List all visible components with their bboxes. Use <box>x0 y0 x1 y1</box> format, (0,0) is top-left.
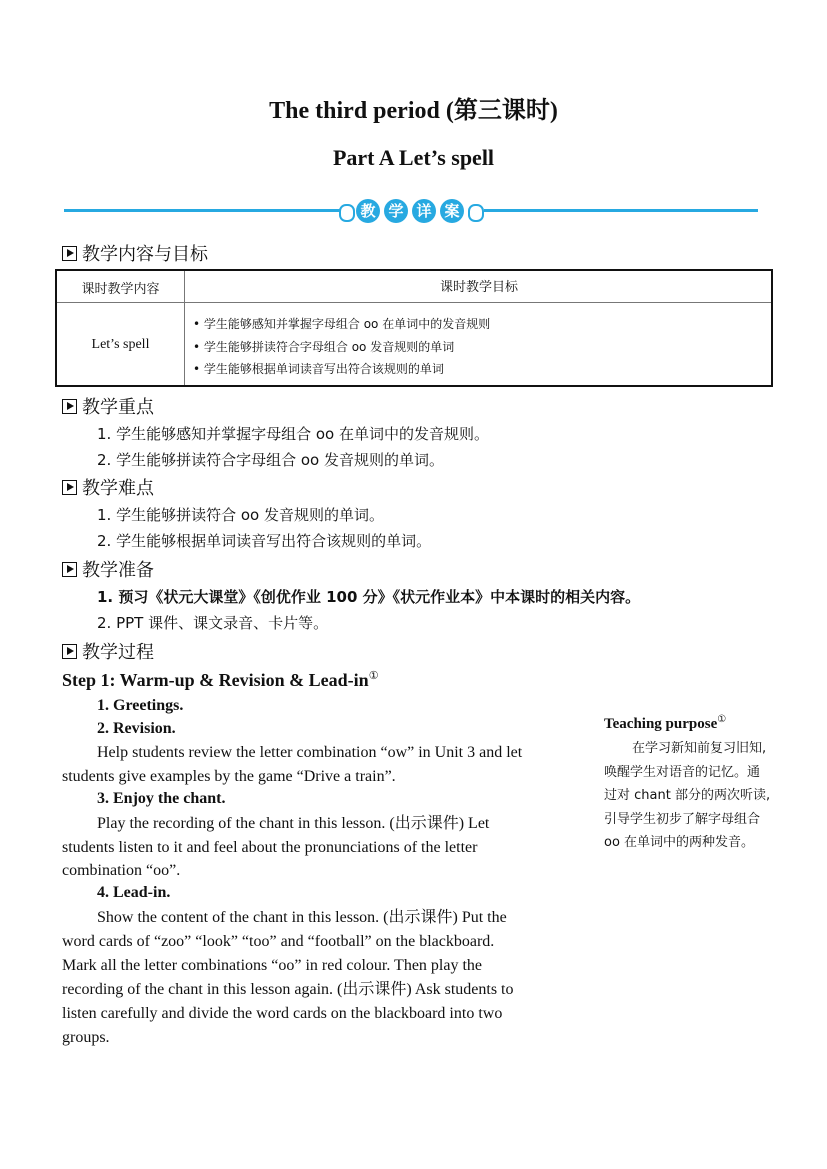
section-heading-label: 教学过程 <box>82 642 154 663</box>
step1-text: students listen to it and feel about the pronunciations of the letter <box>62 839 478 856</box>
step1-text: Help students review the letter combination “ow” in Unit 3 and let <box>97 744 523 761</box>
goal-table <box>55 269 773 387</box>
sidebar-line: 在学习新知前复习旧知, <box>632 741 767 756</box>
banner-cap-right <box>468 204 484 222</box>
section-heading-process <box>62 638 154 664</box>
key-point-item: 1. 学生能够感知并掌握字母组合 oo 在单词中的发音规则。 <box>97 425 489 443</box>
step1-text: combination “oo”. <box>62 862 181 879</box>
banner-char: 案 <box>440 199 464 223</box>
difficulty-item: 1. 学生能够拼读符合 oo 发音规则的单词。 <box>97 506 384 524</box>
banner-char: 学 <box>384 199 408 223</box>
section-heading-label: 教学准备 <box>82 560 154 581</box>
banner-line-left <box>64 209 342 212</box>
step1-text: Mark all the letter combinations “oo” in red colour. Then play the <box>62 957 483 974</box>
step1-item-revision: 2. Revision. <box>97 720 176 737</box>
page-title: The third period (第三课时) <box>269 98 558 124</box>
step1-text: word cards of “zoo” “look” “too” and “football” on the blackboard. <box>62 933 495 950</box>
step1-text: Play the recording of the chant in this lesson. (出示课件) Let <box>97 815 490 832</box>
banner-char: 教 <box>356 199 380 223</box>
sidebar-body <box>604 737 788 855</box>
play-triangle-icon <box>62 644 77 659</box>
step1-item-chant: 3. Enjoy the chant. <box>97 790 226 807</box>
step1-text: Show the content of the chant in this lesson. (出示课件) Put the <box>97 909 507 926</box>
difficulty-item: 2. 学生能够根据单词读音写出符合该规则的单词。 <box>97 532 432 550</box>
section-heading-label: 教学内容与目标 <box>82 244 208 265</box>
section-heading-content-goals <box>62 240 208 266</box>
sidebar-title <box>604 714 726 733</box>
footnote-mark: ① <box>368 670 379 682</box>
sidebar-line: 唤醒学生对语音的记忆。通 <box>604 764 761 780</box>
banner-lesson-plan <box>338 198 488 224</box>
goal-table-goals-cell <box>193 313 490 381</box>
preparation-item: 2. PPT 课件、课文录音、卡片等。 <box>97 614 329 632</box>
goal-table-header-content: 课时教学内容 <box>81 282 160 297</box>
step1-text: listen carefully and divide the word cards on the blackboard into two <box>62 1005 503 1022</box>
step1-item-greetings: 1. Greetings. <box>97 697 184 714</box>
goal-item: • 学生能够感知并掌握字母组合 oo 在单词中的发音规则 <box>193 317 491 331</box>
key-point-item: 2. 学生能够拼读符合字母组合 oo 发音规则的单词。 <box>97 451 444 469</box>
section-heading-preparation <box>62 556 154 582</box>
step1-title-text: Step 1: Warm-up & Revision & Lead-in <box>62 670 369 690</box>
goal-item: • 学生能够拼读符合字母组合 oo 发音规则的单词 <box>193 339 455 354</box>
sidebar-line: 过对 chant 部分的两次听读, <box>604 788 771 803</box>
section-heading-difficulties <box>62 474 154 500</box>
step1-text: students give examples by the game “Drive a train”. <box>62 768 396 785</box>
section-heading-label: 教学难点 <box>82 478 154 499</box>
goal-table-header-goals: 课时教学目标 <box>439 280 518 295</box>
play-triangle-icon <box>62 562 77 577</box>
banner-cap-left <box>339 204 355 222</box>
step1-title <box>62 669 379 691</box>
section-heading-label: 教学重点 <box>82 397 154 418</box>
step1-text: groups. <box>62 1029 110 1046</box>
banner-char: 详 <box>412 199 436 223</box>
footnote-mark: ① <box>717 714 727 725</box>
sidebar-line: 引导学生初步了解字母组合 <box>604 811 761 827</box>
step1-text: recording of the chant in this lesson again. (出示课件) Ask students to <box>62 981 514 998</box>
sidebar-title-text: Teaching purpose <box>604 716 718 732</box>
sidebar-line: oo 在单词中的两种发音。 <box>604 835 755 850</box>
goal-table-content-cell: Let’s spell <box>91 337 150 352</box>
step1-item-leadin: 4. Lead-in. <box>97 884 171 901</box>
section-heading-key-points <box>62 393 154 419</box>
banner-line-right <box>484 209 758 212</box>
page-subtitle: Part A Let’s spell <box>332 145 495 170</box>
play-triangle-icon <box>62 399 77 414</box>
play-triangle-icon <box>62 246 77 261</box>
preparation-item: 1. 预习《状元大课堂》《创优作业 100 分》《状元作业本》中本课时的相关内容。 <box>97 588 641 606</box>
play-triangle-icon <box>62 480 77 495</box>
goal-item: • 学生能够根据单词读音写出符合该规则的单词 <box>193 362 444 376</box>
